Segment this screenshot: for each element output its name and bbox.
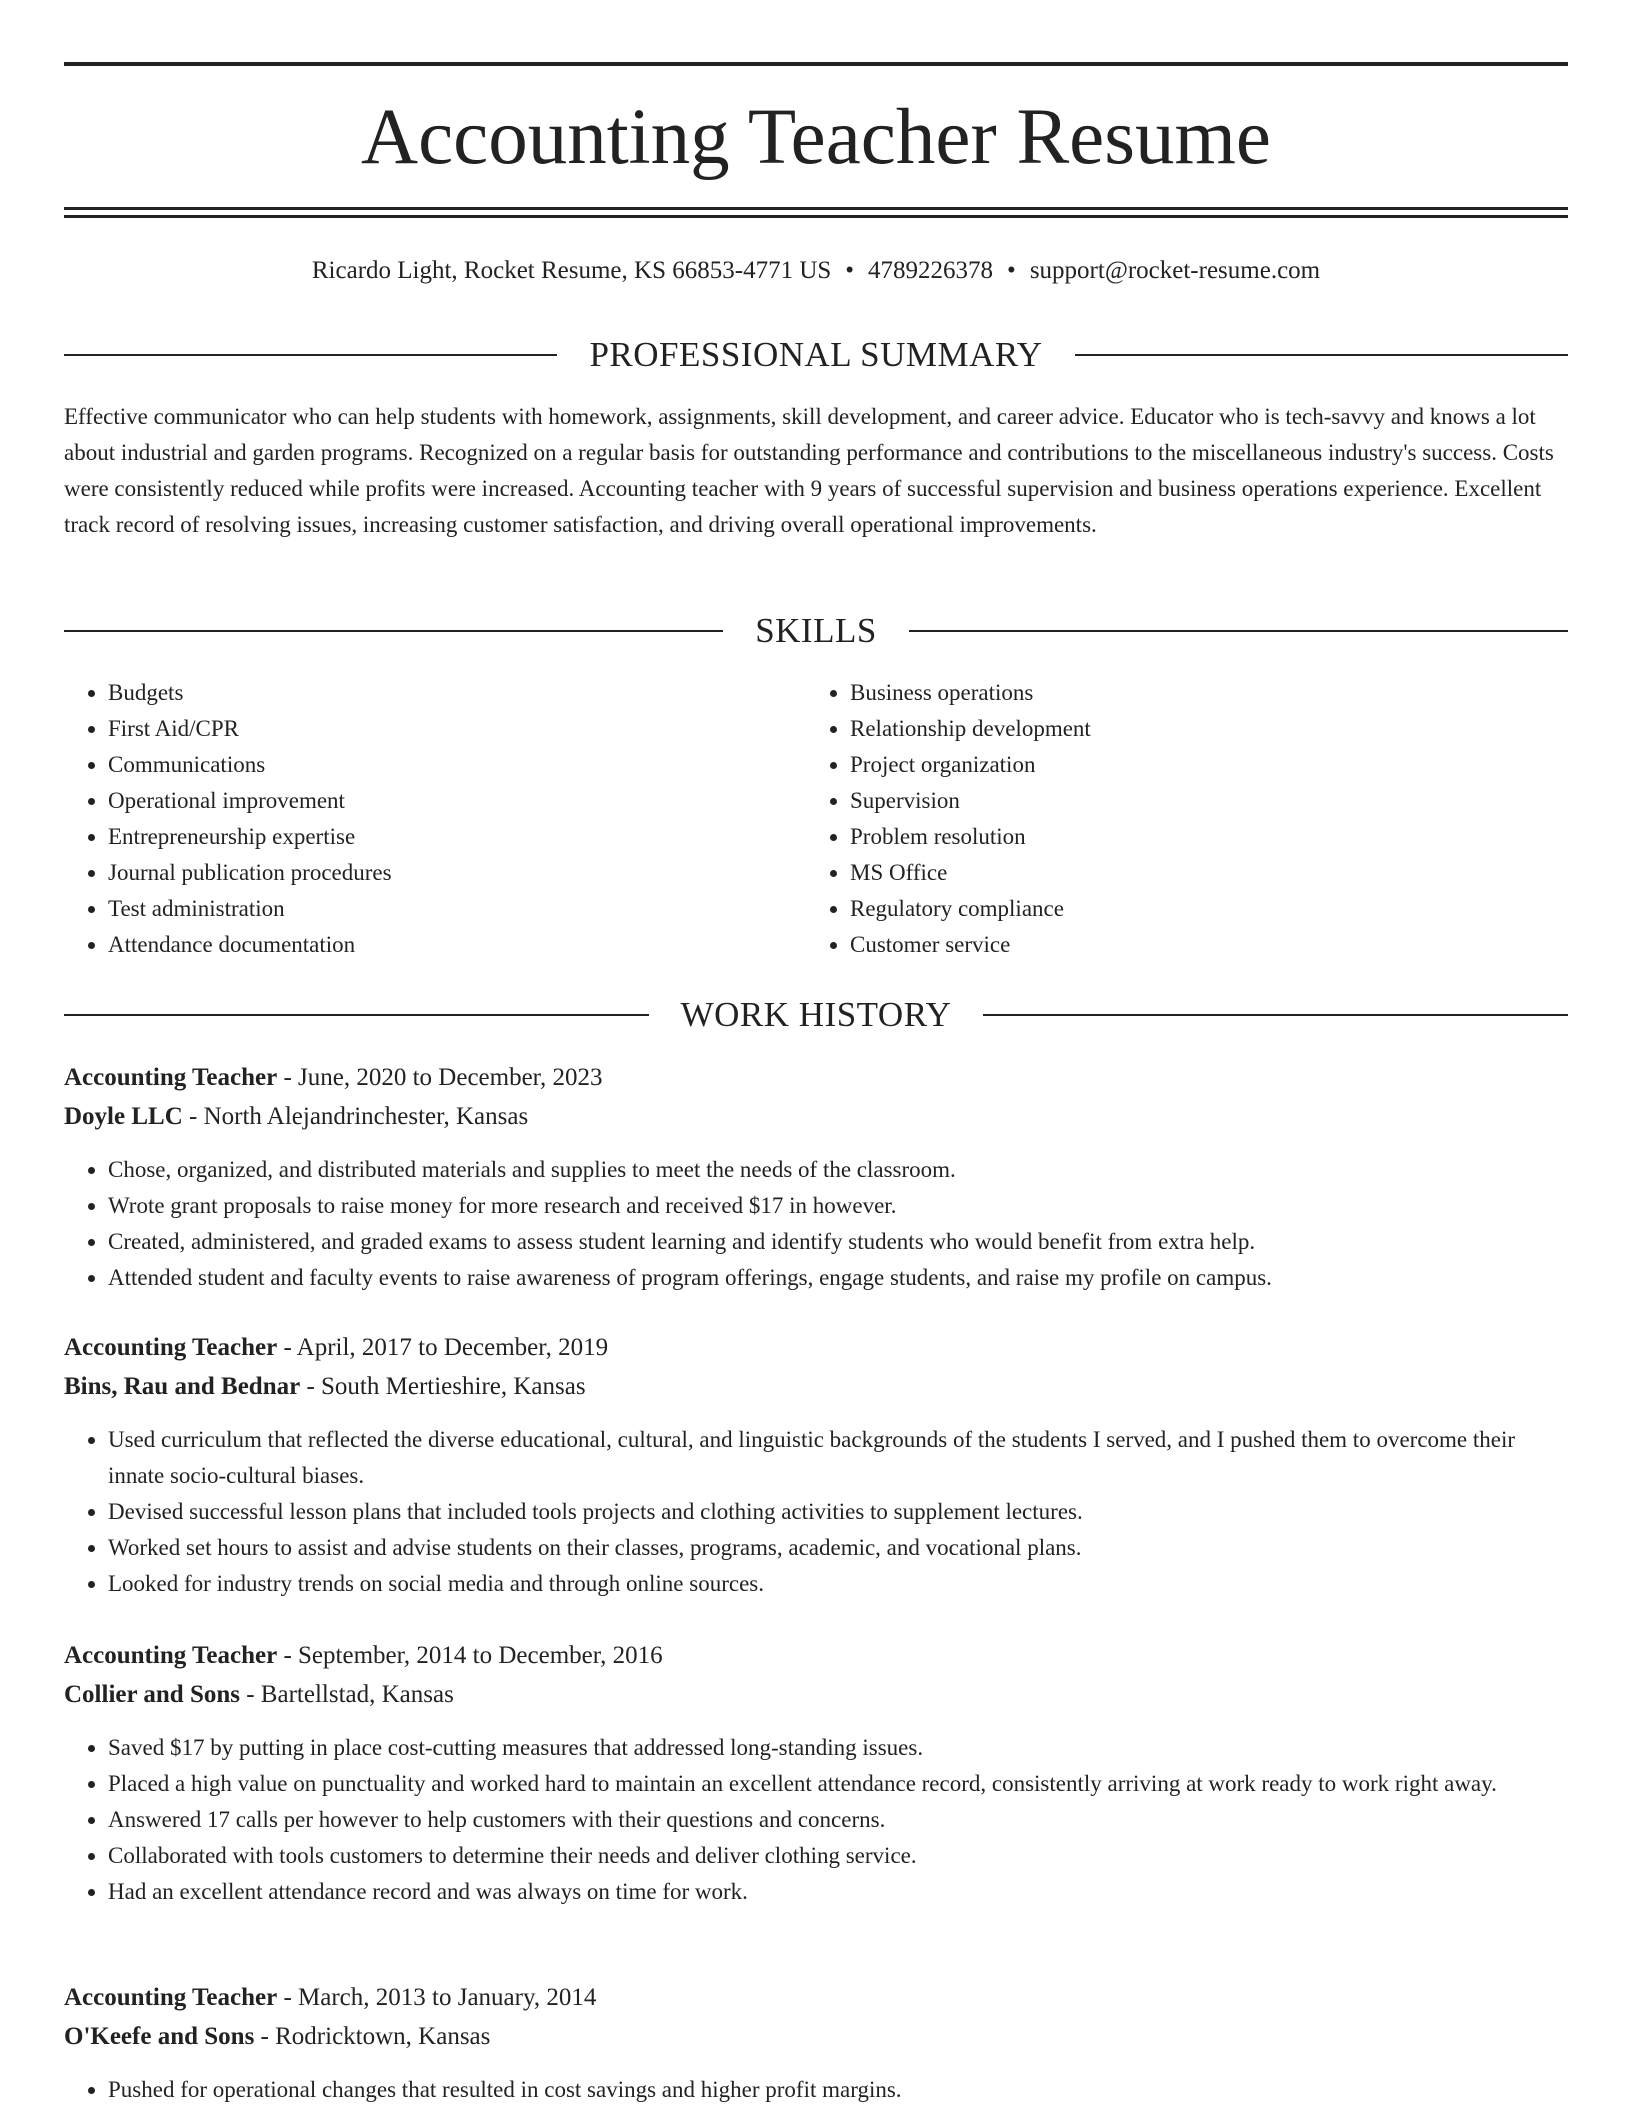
job-title: Accounting Teacher — [64, 1334, 278, 1361]
resume-title: Accounting Teacher Resume — [361, 94, 1271, 181]
contact-line — [64, 254, 1568, 288]
job-title-line — [64, 1979, 1568, 2017]
heading-rule-right — [909, 630, 1568, 632]
job-bullet: • Used curriculum that reflected the diverse educational, cultural, and linguistic backgrounds of the students I served, and I pushed them to overcome their innate socio-cultural biases. — [108, 1422, 1568, 1494]
job-dates: - September, 2014 to December, 2016 — [277, 1642, 663, 1669]
skills-list — [64, 675, 1568, 963]
job-title: Accounting Teacher — [64, 1642, 278, 1669]
skill-item: • Test administration — [108, 891, 806, 927]
job-bullet: • Chose, organized, and distributed materials and supplies to meet the needs of the classroom. — [108, 1152, 1568, 1188]
skills-heading — [64, 611, 1568, 651]
job-bullet: • Placed a high value on punctuality and worked hard to maintain an excellent attendance record, consistently arriving at work ready to work right away. — [108, 1766, 1568, 1802]
job-bullets — [64, 1730, 1568, 1910]
summary-heading — [64, 335, 1568, 375]
skill-item: • Attendance documentation — [108, 927, 806, 963]
skill-item: • Supervision — [850, 783, 1568, 819]
contact-email: support@rocket-resume.com — [1029, 257, 1321, 284]
skill-item: • Budgets — [108, 675, 806, 711]
top-rule — [64, 62, 1568, 66]
job-bullet: • Created, administered, and graded exams to assess student learning and identify students who would benefit from extra help. — [108, 1224, 1568, 1260]
job-entry — [64, 1637, 1568, 1910]
skill-item: • Relationship development — [850, 711, 1568, 747]
skill-item: • Business operations — [850, 675, 1568, 711]
skill-item: • Regulatory compliance — [850, 891, 1568, 927]
job-title: Accounting Teacher — [64, 1064, 278, 1091]
title-rule-upper — [64, 207, 1568, 210]
skill-item: • Communications — [108, 747, 806, 783]
job-location: - South Mertieshire, Kansas — [300, 1373, 586, 1400]
job-bullet: • Devised successful lesson plans that included tools projects and clothing activities to supplement lectures. — [108, 1494, 1568, 1530]
job-bullet: • Answered 17 calls per however to help customers with their questions and concerns. — [108, 1802, 1568, 1838]
job-title-line — [64, 1637, 1568, 1675]
skill-item: • First Aid/CPR — [108, 711, 806, 747]
skills-heading-label: SKILLS — [755, 611, 877, 650]
job-bullet: • Had an excellent attendance record and was always on time for work. — [108, 1874, 1568, 1910]
heading-rule-right — [983, 1014, 1568, 1016]
skill-item: • Operational improvement — [108, 783, 806, 819]
skill-item: • Customer service — [850, 927, 1568, 963]
skill-item: • Problem resolution — [850, 819, 1568, 855]
skills-column-left — [64, 675, 806, 963]
summary-heading-label: PROFESSIONAL SUMMARY — [589, 335, 1043, 374]
skill-item: • Project organization — [850, 747, 1568, 783]
summary-text: Effective communicator who can help students with homework, assignments, skill development, and career advice. Educator who is tech-savvy and knows a lot about industrial and garden programs. Recognized on a regular basis for outstanding performance and contributions to the miscellaneous industry's success. Costs were consistently reduced while profits were increased. Accounting teacher with 9 years of successful supervision and business operations experience. Excellent track record of resolving issues, increasing customer satisfaction, and driving overall operational improvements. — [64, 404, 1554, 537]
job-bullets — [64, 1422, 1568, 1602]
job-entry — [64, 1329, 1568, 1602]
job-title: Accounting Teacher — [64, 1984, 278, 2011]
skills-column-right — [806, 675, 1568, 963]
job-company: Doyle LLC — [64, 1103, 183, 1130]
skill-item: • Journal publication procedures — [108, 855, 806, 891]
heading-rule-left — [64, 354, 557, 356]
job-bullet: • Looked for industry trends on social media and through online sources. — [108, 1566, 1568, 1602]
contact-phone: 4789226378 — [868, 257, 994, 284]
job-dates: - April, 2017 to December, 2019 — [277, 1334, 609, 1361]
work-history-heading-label: WORK HISTORY — [680, 995, 952, 1034]
work-history-heading — [64, 995, 1568, 1035]
contact-address: Ricardo Light, Rocket Resume, KS 66853-4771 US — [311, 257, 832, 284]
job-company-line — [64, 1098, 1568, 1136]
job-bullet: • Attended student and faculty events to raise awareness of program offerings, engage students, and raise my profile on campus. — [108, 1260, 1568, 1296]
job-company: Collier and Sons — [64, 1681, 240, 1708]
job-bullet: • Worked set hours to assist and advise students on their classes, programs, academic, and vocational plans. — [108, 1530, 1568, 1566]
job-bullet: • Saved $17 by putting in place cost-cutting measures that addressed long-standing issues. — [108, 1730, 1568, 1766]
job-company: Bins, Rau and Bednar — [64, 1373, 301, 1400]
job-location: - Rodricktown, Kansas — [254, 2023, 491, 2050]
job-bullet: • Collaborated with tools customers to determine their needs and deliver clothing service. — [108, 1838, 1568, 1874]
job-title-line — [64, 1329, 1568, 1367]
contact-separator: • — [1007, 257, 1016, 284]
job-bullet: • Wrote grant proposals to raise money for more research and received $17 in however. — [108, 1188, 1568, 1224]
job-bullets — [64, 1152, 1568, 1296]
job-bullet: • Pushed for operational changes that resulted in cost savings and higher profit margins. — [108, 2072, 1568, 2108]
job-location: - North Alejandrinchester, Kansas — [182, 1103, 529, 1130]
job-dates: - June, 2020 to December, 2023 — [277, 1064, 603, 1091]
job-company-line — [64, 1368, 1568, 1406]
job-dates: - March, 2013 to January, 2014 — [277, 1984, 597, 2011]
job-title-line — [64, 1059, 1568, 1097]
job-entry — [64, 1979, 1568, 2108]
heading-rule-left — [64, 1014, 649, 1016]
job-location: - Bartellstad, Kansas — [239, 1681, 454, 1708]
skill-item: • Entrepreneurship expertise — [108, 819, 806, 855]
job-bullets — [64, 2072, 1568, 2108]
job-entry — [64, 1059, 1568, 1296]
job-company-line — [64, 1676, 1568, 1714]
contact-separator: • — [845, 257, 855, 284]
job-company: O'Keefe and Sons — [64, 2023, 255, 2050]
heading-rule-right — [1075, 354, 1568, 356]
job-company-line — [64, 2018, 1568, 2056]
heading-rule-left — [64, 630, 723, 632]
skill-item: • MS Office — [850, 855, 1568, 891]
title-rule-lower — [64, 215, 1568, 218]
